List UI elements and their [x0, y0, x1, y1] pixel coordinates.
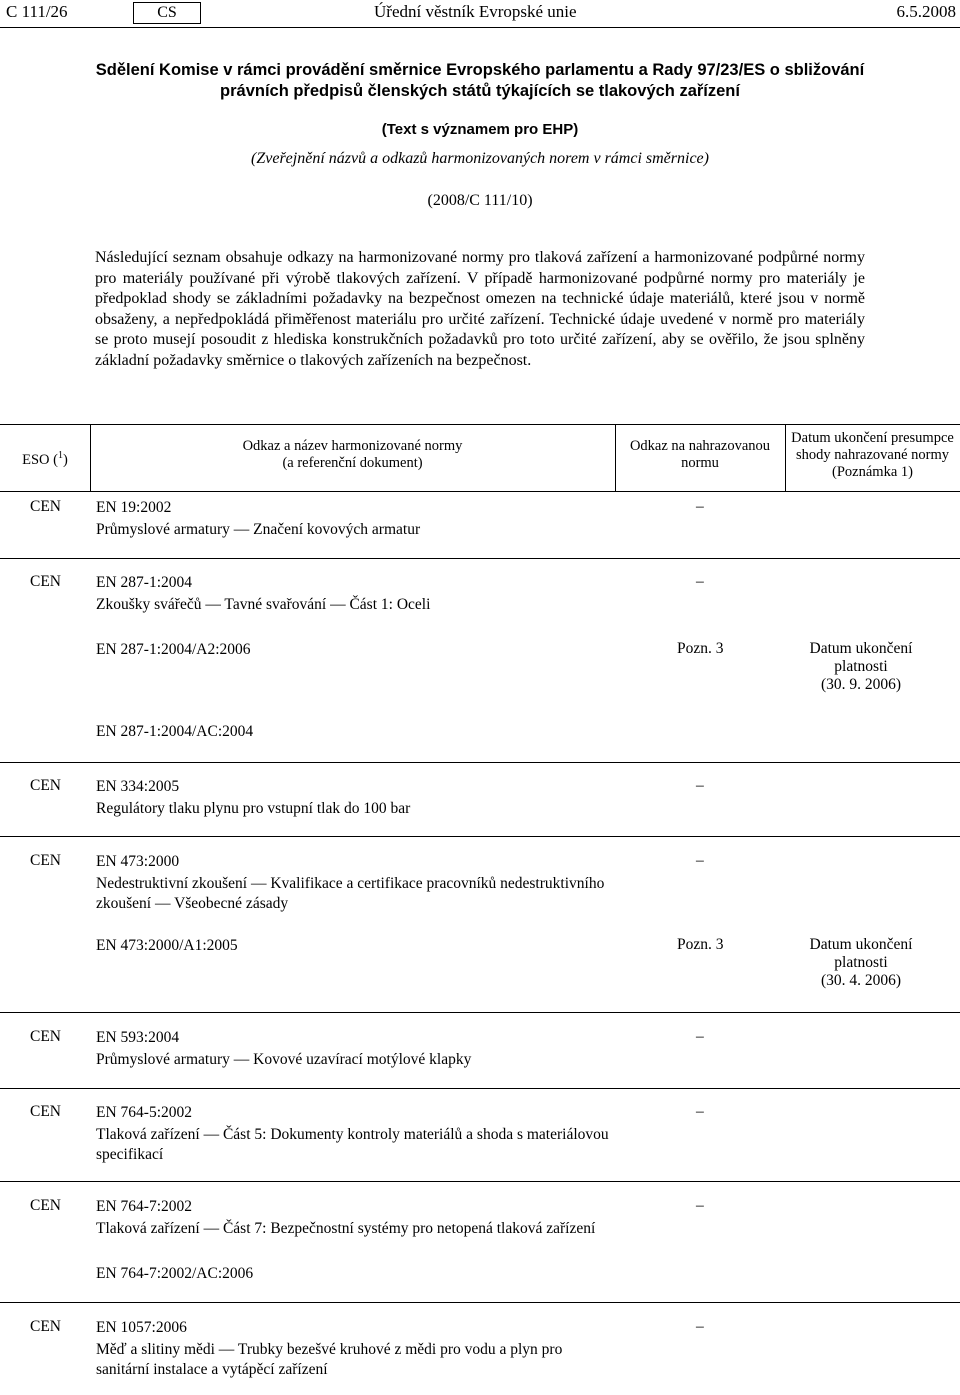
superseded-cell: – — [696, 852, 704, 869]
standard-code: EN 287-1:2004 — [96, 574, 193, 591]
standard-title: Tlaková zařízení — Část 5: Dokumenty kontroly materiálů a shoda s materiálovou specifikací — [96, 1126, 609, 1163]
superseded-cell: – — [696, 1103, 704, 1120]
standard-cell — [96, 573, 616, 615]
row-divider — [0, 558, 960, 559]
superseded-cell: – — [696, 777, 704, 794]
row-divider — [0, 1302, 960, 1303]
publication-note: (Zveřejnění názvů a odkazů harmonizovaných norem v rámci směrnice) — [251, 150, 709, 167]
superseded-cell: – — [696, 1197, 704, 1214]
row-divider — [0, 762, 960, 763]
standard-code: EN 764-5:2002 — [96, 1104, 193, 1121]
eso-cell: CEN — [30, 573, 61, 590]
standard-title: Regulátory tlaku plynu pro vstupní tlak do 100 bar — [96, 800, 411, 817]
amendment-code: EN 287-1:2004/AC:2004 — [96, 723, 254, 740]
cessation-date-cell: Datum ukončení platnosti (30. 9. 2006) — [809, 640, 913, 693]
document-reference: (2008/C 111/10) — [427, 192, 533, 209]
eea-relevance: (Text s významem pro EHP) — [381, 121, 579, 138]
standard-cell — [96, 777, 616, 819]
eso-cell: CEN — [30, 1318, 61, 1335]
intro-paragraph: Následující seznam obsahuje odkazy na harmonizované normy pro tlaková zařízení a harmonizované podpůrné normy pro materiály používané při výrobě tlakových zařízení. V případě harmonizované podpůrné normy pro materiály je předpoklad shody se základními požadavky na bezpečnost omezen na technické údaje materiálů, které jsou v normě obsaženy, a nepředpokládá přiměřenost materiálu pro určité zařízení. Technické údaje uvedené v normě pro materiály se proto musejí posoudit z hlediska konstrukčních požadavků pro toto určité zařízení, aby se ověřilo, že jsou splněny základní požadavky směrnice o tlakových zařízeních na bezpečnost. — [95, 249, 865, 369]
standard-code: EN 764-7:2002 — [96, 1198, 193, 1215]
row-divider — [0, 1181, 960, 1182]
superseded-cell: – — [696, 498, 704, 515]
standard-code: EN 473:2000 — [96, 853, 180, 870]
standard-code: EN 1057:2006 — [96, 1319, 187, 1336]
row-divider — [0, 1088, 960, 1089]
issue-date: 6.5.2008 — [896, 2, 956, 21]
column-header-cessation: Datum ukončení presumpce shody nahrazované normy (Poznámka 1) — [791, 430, 954, 480]
amendment-code: EN 473:2000/A1:2005 — [96, 937, 238, 954]
standard-title: Měď a slitiny mědi — Trubky bezešvé kruhové z mědi pro vodu a plyn pro sanitární instalace a vytápěcí zařízení — [96, 1341, 563, 1378]
standard-title: Zkoušky svářečů — Tavné svařování — Část 1: Oceli — [96, 596, 431, 613]
amendment-code: EN 287-1:2004/A2:2006 — [96, 641, 251, 658]
superseded-cell: Pozn. 3 — [677, 936, 724, 953]
eso-cell: CEN — [30, 498, 61, 515]
page-number: C 111/26 — [6, 2, 68, 21]
superseded-cell: Pozn. 3 — [677, 640, 724, 657]
eso-cell: CEN — [30, 852, 61, 869]
standard-title: Průmyslové armatury — Značení kovových armatur — [96, 521, 421, 538]
superseded-cell: – — [696, 1318, 704, 1335]
column-header-reference: Odkaz a název harmonizované normy (a referenční dokument) — [242, 438, 463, 471]
superseded-cell: – — [696, 1028, 704, 1045]
standard-code: EN 19:2002 — [96, 499, 172, 516]
eso-cell: CEN — [30, 1028, 61, 1045]
standard-code: EN 334:2005 — [96, 778, 180, 795]
standard-cell — [96, 1103, 616, 1165]
row-divider — [0, 1012, 960, 1013]
column-header-superseded: Odkaz na nahrazovanou normu — [629, 438, 771, 471]
standard-title: Tlaková zařízení — Část 7: Bezpečnostní systémy pro netopená tlaková zařízení — [96, 1220, 596, 1237]
document-title: Sdělení Komise v rámci provádění směrnice Evropského parlamentu a Rady 97/23/ES o sbližování právních předpisů členských států týkajících se tlakových zařízení — [95, 61, 865, 100]
eso-cell: CEN — [30, 1103, 61, 1120]
eso-cell: CEN — [30, 777, 61, 794]
standard-title: Nedestruktivní zkoušení — Kvalifikace a certifikace pracovníků nedestruktivního zkoušení — Všeobecné zásady — [96, 875, 605, 912]
table-head-rule — [0, 491, 960, 492]
standard-cell — [96, 1028, 616, 1070]
superseded-cell: – — [696, 573, 704, 590]
cessation-date-cell: Datum ukončení platnosti (30. 4. 2006) — [809, 936, 913, 989]
header-rule — [0, 27, 960, 28]
standard-code: EN 593:2004 — [96, 1029, 180, 1046]
table-top-rule — [0, 424, 960, 425]
standard-cell — [96, 498, 616, 540]
language-badge: CS — [133, 2, 201, 24]
journal-title: Úřední věstník Evropské unie — [374, 2, 577, 21]
standard-title: Průmyslové armatury — Kovové uzavírací motýlové klapky — [96, 1051, 472, 1068]
standard-cell — [96, 852, 616, 914]
standard-cell — [96, 1197, 616, 1239]
amendment-code: EN 764-7:2002/AC:2006 — [96, 1265, 254, 1282]
row-divider — [0, 836, 960, 837]
standard-cell — [96, 1318, 616, 1380]
footnote-marker: 1 — [58, 450, 64, 461]
eso-cell: CEN — [30, 1197, 61, 1214]
page-header — [0, 2, 960, 26]
column-header-eso: ESO ($^1$) — [22, 450, 68, 468]
